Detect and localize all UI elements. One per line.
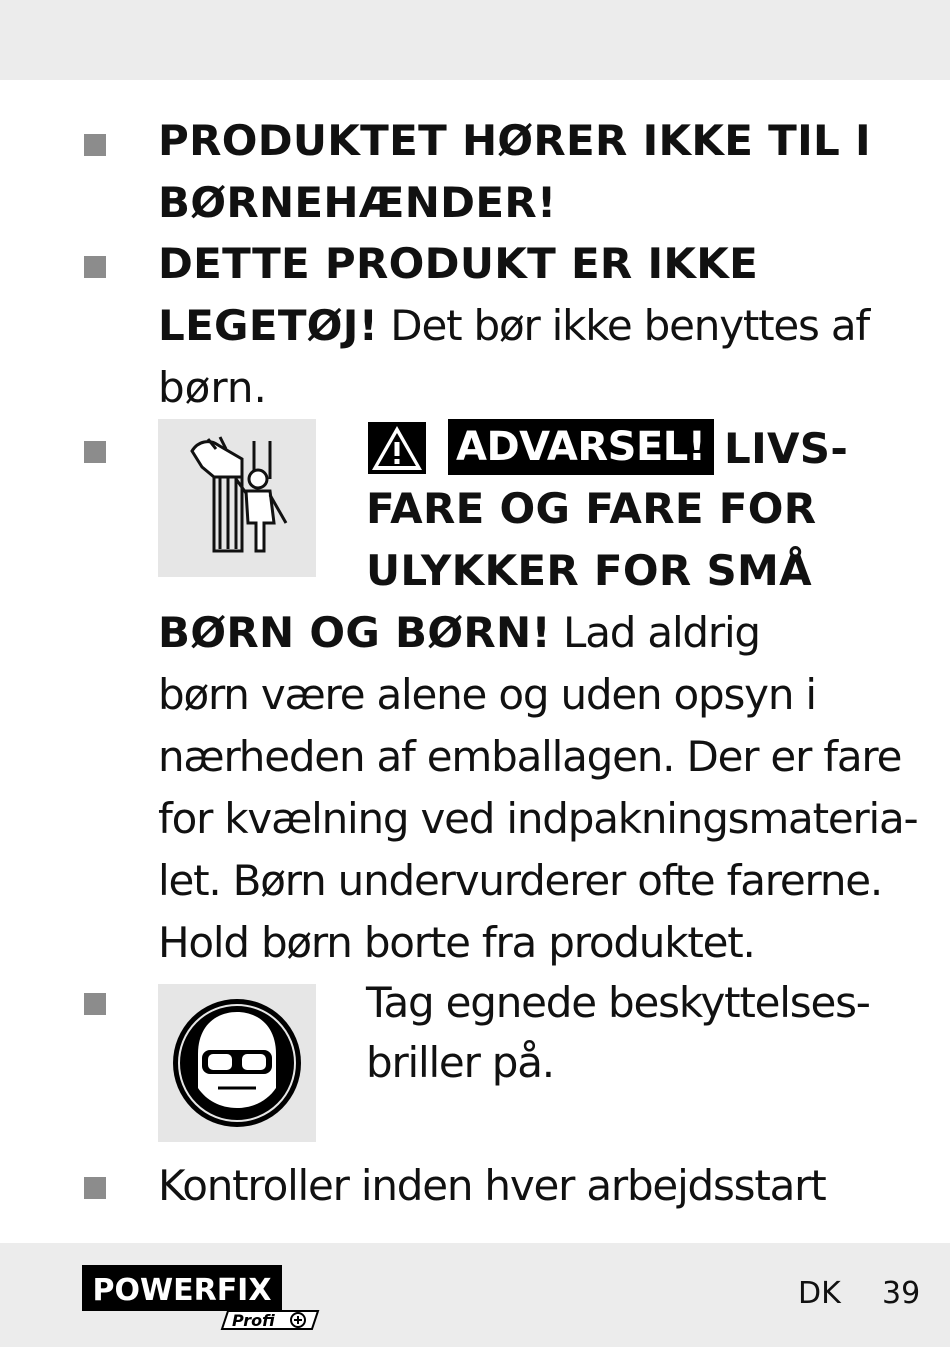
body-text: Tag egnede beskyttelses-: [366, 978, 870, 1027]
page-number: 39: [882, 1276, 921, 1311]
body-text: Lad aldrig: [550, 608, 760, 657]
language-code: DK: [798, 1276, 841, 1311]
bullet-marker: [84, 441, 106, 463]
body-text: briller på.: [366, 1038, 554, 1087]
text-line: [158, 295, 869, 357]
text-line: [158, 850, 882, 912]
safety-goggles-icon: [158, 984, 316, 1142]
text-line: [158, 110, 871, 172]
text-line: [366, 972, 870, 1034]
bold-text: LIVS-: [724, 424, 849, 473]
powerfix-logo: [82, 1263, 322, 1333]
text-line: [158, 726, 901, 788]
header-band: [0, 0, 950, 80]
bold-text: DETTE PRODUKT ER IKKE: [158, 239, 759, 288]
warning-label: ADVARSEL!: [448, 419, 714, 475]
text-line: [724, 418, 848, 480]
text-line: [158, 1155, 826, 1217]
bold-text: ULYKKER FOR SMÅ: [366, 546, 812, 595]
bullet-marker: [84, 993, 106, 1015]
sub-brand-name: Profi: [232, 1311, 275, 1330]
bold-text: LEGETØJ!: [158, 301, 379, 350]
body-text: børn være alene og uden opsyn i: [158, 670, 816, 719]
bullet-marker: [84, 256, 106, 278]
text-line: [158, 357, 267, 419]
text-line: [158, 233, 758, 295]
body-text: børn.: [158, 363, 267, 412]
bold-text: PRODUKTET HØRER IKKE TIL I: [158, 116, 871, 165]
body-text: let. Børn undervurderer ofte farerne.: [158, 856, 883, 905]
text-line: [158, 602, 760, 664]
body-text: Hold børn borte fra produktet.: [158, 918, 755, 967]
text-line: [366, 1032, 554, 1094]
text-line: [158, 788, 918, 850]
text-line: [158, 664, 816, 726]
bold-text: BØRNEHÆNDER!: [158, 178, 557, 227]
bold-text: FARE OG FARE FOR: [366, 484, 817, 533]
body-text: Det bør ikke benyttes af: [378, 301, 869, 350]
child-hazard-icon: [158, 419, 316, 577]
bullet-marker: [84, 134, 106, 156]
bold-text: BØRN OG BØRN!: [158, 608, 551, 657]
warning-triangle-icon: [368, 422, 426, 474]
brand-name: POWERFIX: [92, 1273, 272, 1308]
text-line: [158, 912, 755, 974]
text-line: [158, 172, 556, 234]
body-text: for kvælning ved indpakningsmateria-: [158, 794, 918, 843]
text-line: [366, 540, 812, 602]
body-text: Kontroller inden hver arbejdsstart: [158, 1161, 826, 1210]
bullet-marker: [84, 1177, 106, 1199]
text-line: [366, 478, 816, 540]
body-text: nærheden af emballagen. Der er fare: [158, 732, 902, 781]
